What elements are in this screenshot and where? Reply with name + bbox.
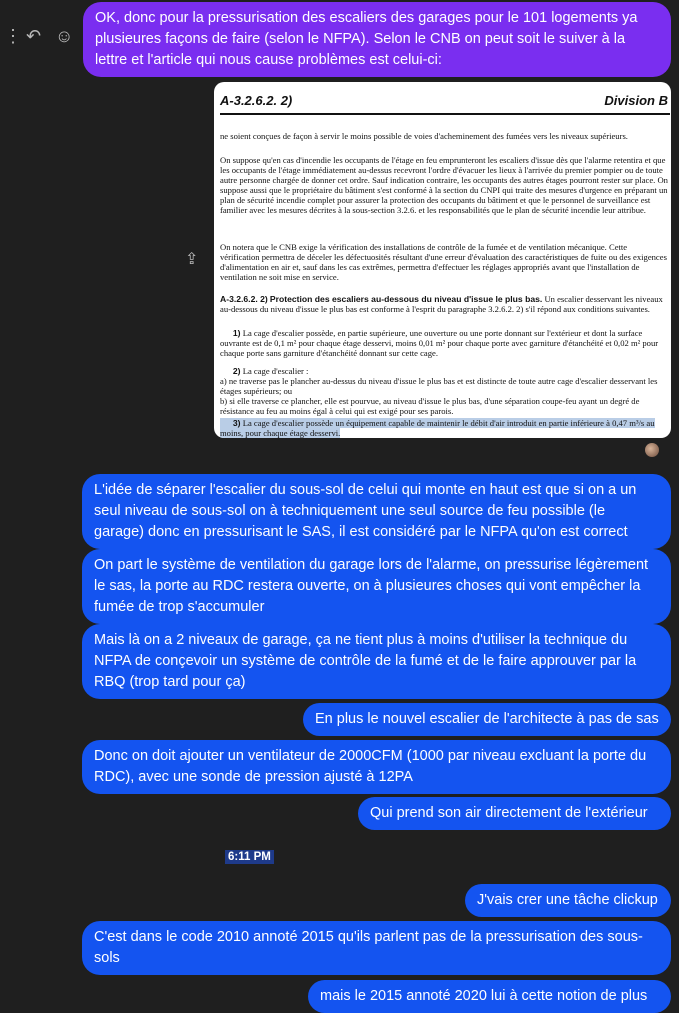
doc-item-text: La cage d'escalier possède un équipement capable de maintenir le débit d'air introduit en partie inférieure à 0,47 m³/s au moins, pour chaque étage desservi. <box>220 418 655 438</box>
timestamp: 6:11 PM <box>225 850 274 864</box>
message-row <box>82 921 671 975</box>
message-text: J'vais crer une tâche clickup <box>477 892 658 908</box>
doc-subitem-text: si elle traverse ce plancher, elle est pourvue, au niveau d'issue le plus bas, d'une séparation coupe-feu ayant un degré de résistance au feu au moins égal à celui qui est exigé pour ses parois. <box>220 396 640 416</box>
doc-item-num: 2) <box>232 366 241 376</box>
doc-paragraph: On notera que le CNB exige la vérification des installations de contrôle de la fumée et de ventilation mécanique. Cette vérification permettra de déceler les défectuosités résultant d'une erreur d'évaluation des caractéristiques de fuite ou des exigences d'alimentation en air et, sauf dans les cas extrêmes, permettra d'effectuer les réglages appropriés avant que l'installation de ventilation ne soit mise en service. <box>220 242 667 282</box>
doc-header <box>220 93 668 111</box>
doc-subitem-label: b) <box>220 396 228 406</box>
message-text: C'est dans le code 2010 annoté 2015 qu'ils parlent pas de la pressurisation des sous-sols <box>94 929 643 966</box>
doc-subitem-text: ne traverse pas le plancher au-dessus du niveau d'issue le plus bas et est distincte de toute autre cage d'escalier desservant les étages supérieurs; ou <box>220 376 658 396</box>
message-bubble[interactable] <box>308 980 671 1013</box>
doc-rule <box>220 113 670 115</box>
message-bubble[interactable] <box>358 797 671 830</box>
attached-image[interactable] <box>214 82 671 438</box>
doc-paragraph: On suppose qu'en cas d'incendie les occupants de l'étage en feu emprunteront les escaliers d'issue dès que l'alarme retentira et que les occupants de l'étage immédiatement au-dessus recevront l'ordre d'évacuer les lieux à l'arrivée du premier pompier ou de toute autre personne chargée de donner cet ordre. Sauf indication contraire, les occupants des autres étages pourront rester sur place. On suppose aussi que le propriétaire du bâtiment s'est conformé à la section du CNPI qui traite des mesures d'urgence en préparant un plan de sécurité incendie complet pour assurer la protection des occupants du bâtiment et que le personnel de surveillance est familier avec les mesures décrites à la sous-section 3.2.6. et les responsabilités que le plan de sécurité incendie leur attribue. <box>220 155 668 215</box>
message-row <box>82 624 671 699</box>
message-text: Donc on doit ajouter un ventilateur de 2000CFM (1000 par niveau excluant la porte du RDC), avec une sonde de pression ajusté à 12PA <box>94 748 647 785</box>
message-text: Qui prend son air directement de l'extérieur <box>370 805 648 821</box>
message-bubble[interactable] <box>82 624 671 699</box>
message-actions <box>0 26 80 56</box>
doc-section-title: Protection des escaliers au-dessous du niveau d'issue le plus bas. <box>269 294 543 304</box>
reply-icon[interactable]: ↶ <box>26 26 42 46</box>
doc-section-ref: A-3.2.6.2. 2) <box>220 294 268 304</box>
message-bubble[interactable] <box>82 549 671 624</box>
message-row <box>82 549 671 624</box>
message-text: Mais là on a 2 niveaux de garage, ça ne tient plus à moins d'utiliser la technique du NFPA de conçevoir un système de contrôle de la fumé et de le faire approuver par la RBQ (trop tard pour ça) <box>94 632 637 690</box>
more-vertical-icon[interactable]: ⋮ <box>4 26 22 46</box>
doc-item <box>220 366 668 376</box>
doc-ref: A-3.2.6.2. 2) <box>220 93 293 108</box>
share-icon[interactable]: ⇪ <box>185 251 199 268</box>
doc-subitem <box>220 376 668 396</box>
doc-division: Division B <box>604 93 668 108</box>
message-row <box>465 884 671 917</box>
doc-paragraph: ne soient conçues de façon à servir le moins possible de voies d'acheminement des fumées vers les niveaux supérieurs. <box>220 131 628 141</box>
doc-item-num: 3) <box>232 418 241 428</box>
doc-item <box>220 328 668 358</box>
doc-item-text: La cage d'escalier : <box>242 366 309 376</box>
message-text: OK, donc pour la pressurisation des escaliers des garages pour le 101 logements ya plusieures façons de faire (selon le NFPA). Selon le CNB on peut soit le suiver à la lettre et l'article qui nous cause problèmes est celui-ci: <box>95 10 638 68</box>
doc-subitem <box>220 396 668 416</box>
doc-item-num: 1) <box>232 328 241 338</box>
message-bubble[interactable] <box>303 703 671 736</box>
doc-item <box>220 418 668 438</box>
message-text: mais le 2015 annoté 2020 lui à cette notion de plus <box>320 988 648 1004</box>
doc-item-text: La cage d'escalier possède, en partie supérieure, une ouverture ou une porte donnant sur l'extérieur et dont la surface ouvrante est de 0,1 m² pour chaque étage desservi, moins 0,01 m² pour chaque porte avec garniture d'étanchéité et 0,02 m² pour chaque porte sans garniture d'étanchéité donnant sur cette cage. <box>220 328 659 358</box>
message-bubble[interactable] <box>82 740 671 794</box>
message-bubble[interactable] <box>465 884 671 917</box>
message-row <box>358 797 671 830</box>
doc-section-text: Un escalier desservant les niveaux au-dessous du niveau d'issue le plus bas est conforme à l'esprit du paragraphe 3.2.6.2. 2) s'il répond aux conditions suivantes. <box>220 294 663 314</box>
message-text: En plus le nouvel escalier de l'architecte à pas de sas <box>315 711 659 727</box>
doc-section <box>220 294 668 314</box>
message-bubble[interactable] <box>82 921 671 975</box>
emoji-icon[interactable]: ☺ <box>55 26 74 46</box>
message-row <box>82 740 671 794</box>
message-row <box>308 980 671 1013</box>
doc-subitem-label: a) <box>220 376 227 386</box>
message-text: L'idée de séparer l'escalier du sous-sol de celui qui monte en haut est que si on a un seul niveau de sous-sol on à techniquement une seul source de feu possible (le garage) donc en pressurisant le SAS, il est considéré par le NFPA qu'on est correct <box>94 482 637 540</box>
message-bubble[interactable] <box>83 2 671 77</box>
message-row <box>82 474 671 549</box>
message-row <box>303 703 671 736</box>
avatar <box>645 443 659 457</box>
message-text: On part le système de ventilation du garage lors de l'alarme, on pressurise légèrement le sas, la porte au RDC restera ouverte, on à plusieures choses qui vont empêcher la fumée de trop s'accumuler <box>94 557 649 615</box>
message-bubble[interactable] <box>82 474 671 549</box>
